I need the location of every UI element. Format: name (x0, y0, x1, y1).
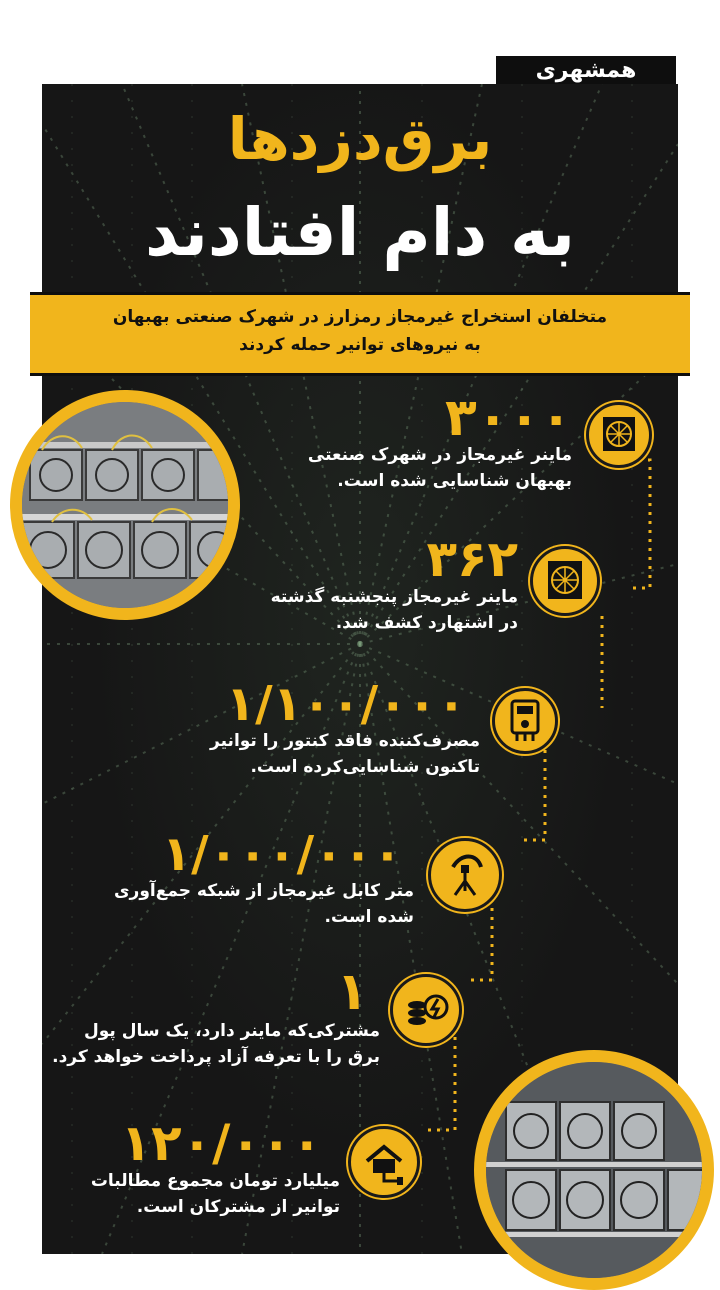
stat-description-line: در اشتهارد کشف شد. (335, 613, 518, 633)
stat-description-line: شده است. (324, 907, 414, 927)
stat-number: ۱/۰۰۰/۰۰۰ (161, 826, 402, 882)
cable-icon (428, 838, 502, 912)
miner-icon (530, 546, 600, 616)
stat-description-line: ماینر غیرمجاز در شهرک صنعتی (307, 445, 572, 465)
stat-number: ۱/۱۰۰/۰۰۰ (225, 676, 466, 732)
stat-description-line: میلیارد تومان مجموع مطالبات (90, 1171, 340, 1191)
stat-description-line: برق را با تعرفه آزاد پرداخت خواهد کرد. (52, 1047, 380, 1067)
stat-number: ۱ (336, 962, 368, 1022)
subtitle-line-1: متخلفان استخراج غیرمجاز رمزارز در شهرک صنعتی بهبهان (112, 307, 608, 327)
house-plug-icon (348, 1126, 420, 1198)
headline-line-1: برق‌دزدها (227, 105, 493, 173)
electric-meter-icon (492, 688, 558, 754)
stat-number: ۱۲۰/۰۰۰ (120, 1114, 322, 1172)
stat-description-line: بهبهان شناسایی شده است. (337, 471, 572, 491)
stat-description-line: توانیر از مشترکان است. (136, 1197, 340, 1217)
coins-power-icon (390, 974, 462, 1046)
stat-description-line: ماینر غیرمجاز پنجشنبه گذشته (270, 587, 518, 607)
brand-logo: همشهری (496, 56, 676, 86)
stat-description-line: متر کابل غیرمجاز از شبکه جمع‌آوری (113, 881, 414, 901)
headline-line-2: به دام افتادند (145, 194, 575, 271)
stat-description-line: مشترکی‌که ماینر دارد، یک سال پول (84, 1021, 380, 1041)
stat-description-line: مصرف‌کننده فاقد کنتور را توانیر (210, 731, 480, 751)
stat-description-line: تاکنون شناسایی‌کرده است. (250, 757, 480, 777)
subtitle-line-2: به نیروهای توانیر حمله کردند (239, 335, 481, 355)
stat-number: ۳۰۰۰ (445, 388, 572, 448)
miner-icon (586, 402, 652, 468)
stat-number: ۳۶۲ (426, 530, 518, 588)
